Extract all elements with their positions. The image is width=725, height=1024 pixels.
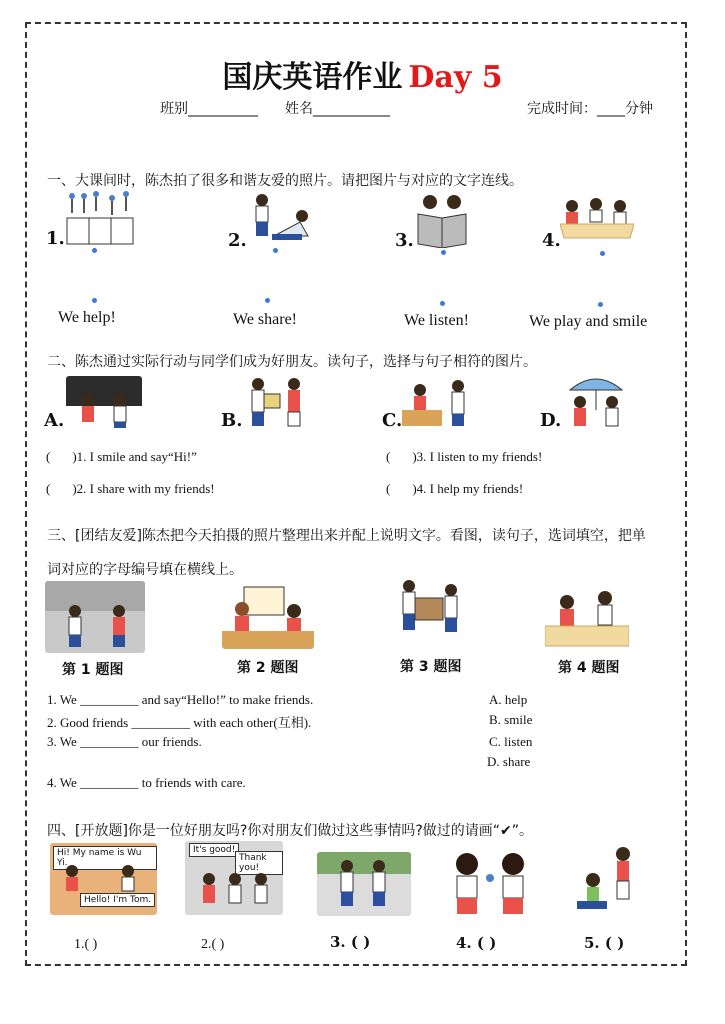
section3-instruction-line1: 三、[团结友爱]陈杰把今天拍摄的照片整理出来并配上说明文字。看图，读句子，选词填空，把单 xyxy=(47,528,646,544)
s3-picture-label-2: 第 2 题图 xyxy=(237,660,299,676)
s2-bracket-2[interactable]: ( xyxy=(46,481,51,496)
s2-bracket-4[interactable]: ( xyxy=(386,481,391,496)
s3-sentence-3[interactable]: 3. We _________ our friends. xyxy=(47,734,202,749)
s1-picture-num-4: 4. xyxy=(542,230,561,251)
class-field: 班别__________ xyxy=(160,101,258,117)
s2-bracket-1[interactable]: ( xyxy=(46,449,51,464)
children-hopscotch-picture xyxy=(62,188,138,248)
s3-picture-label-3: 第 3 题图 xyxy=(400,659,462,675)
s3-picture-label-4: 第 4 题图 xyxy=(558,660,620,676)
s3-option-a: A. help xyxy=(489,692,528,707)
s4-answer-1[interactable]: 1.( ) xyxy=(74,937,98,952)
s2-sentence-2 xyxy=(46,481,215,497)
greeting-children-icon xyxy=(58,863,148,893)
s2-picture-letter-a: A. xyxy=(44,410,65,431)
title-text: 国庆英语作业 xyxy=(222,60,403,95)
s1-picture-num-1: 1. xyxy=(46,228,65,249)
s1-dot-caption-3[interactable] xyxy=(440,301,445,306)
boy-waving-street-picture xyxy=(45,581,145,653)
girls-sharing-desk-picture xyxy=(222,585,314,649)
s2-sentence-1-text: )1. I smile and say“Hi!” xyxy=(72,449,197,464)
s4-answer-2[interactable]: 2.( ) xyxy=(201,937,225,952)
children-greeting-picture xyxy=(66,376,142,428)
boy-helping-injured-boy-picture xyxy=(575,846,639,916)
speech-bubble-right: Thank you! xyxy=(235,851,283,875)
speech-bubble-top: Hi! My name is Wu Yi. xyxy=(53,846,157,870)
s2-picture-letter-b: B. xyxy=(221,410,243,431)
s2-sentence-4-text: )4. I help my friends! xyxy=(412,481,524,496)
two-children-reading-book-picture xyxy=(414,192,470,248)
s1-caption-4: We play and smile xyxy=(529,313,648,330)
girls-sharing-lollipop-picture xyxy=(445,848,535,920)
children-playground-picture xyxy=(317,852,411,916)
speech-bubble-bottom: Hello! I'm Tom. xyxy=(80,893,155,907)
s1-picture-num-3: 3. xyxy=(395,230,414,251)
s1-dot-caption-4[interactable] xyxy=(598,302,603,307)
praise-children-icon xyxy=(191,871,279,913)
s2-sentence-1 xyxy=(46,449,197,465)
children-talking-desk-picture xyxy=(402,378,476,428)
title-day: Day 5 xyxy=(408,60,503,95)
s3-picture-label-1: 第 1 题图 xyxy=(62,662,124,678)
page-title xyxy=(0,52,725,96)
s1-picture-num-2: 2. xyxy=(228,230,247,251)
s3-option-c: C. listen xyxy=(489,734,533,749)
children-carrying-books-picture xyxy=(244,376,310,428)
s2-sentence-2-text: )2. I share with my friends! xyxy=(72,481,215,496)
s1-dot-caption-2[interactable] xyxy=(265,298,270,303)
section1-instruction: 一、大课间时，陈杰拍了很多和谐友爱的照片。请把图片与对应的文字连线。 xyxy=(47,173,523,189)
praise-speech-picture xyxy=(185,841,283,915)
s2-picture-letter-d: D. xyxy=(540,410,562,431)
children-at-table-picture xyxy=(560,194,634,246)
s4-answer-3[interactable]: 3. ( ) xyxy=(330,933,371,951)
section3-instruction-line2: 词对应的字母编号填在横线上。 xyxy=(47,562,243,578)
s3-sentence-2[interactable]: 2. Good friends _________ with each other(互相). xyxy=(47,715,312,730)
s1-dot-picture-2[interactable] xyxy=(273,248,278,253)
greeting-speech-picture xyxy=(50,843,157,915)
s1-caption-1: We help! xyxy=(58,309,116,326)
s3-sentence-1[interactable]: 1. We _________ and say“Hello!” to make friends. xyxy=(47,692,314,707)
section2-instruction: 二、陈杰通过实际行动与同学们成为好朋友。读句子，选择与句子相符的图片。 xyxy=(47,354,537,370)
s2-bracket-3[interactable]: ( xyxy=(386,449,391,464)
s1-dot-picture-1[interactable] xyxy=(92,248,97,253)
s2-sentence-3 xyxy=(386,449,542,465)
boy-helping-fallen-boy-picture xyxy=(244,192,314,244)
s3-sentence-4[interactable]: 4. We _________ to friends with care. xyxy=(47,775,246,790)
s2-picture-letter-c: C. xyxy=(382,410,403,431)
s2-sentence-4 xyxy=(386,481,523,497)
s1-dot-picture-4[interactable] xyxy=(600,251,605,256)
section4-instruction: 四、[开放题]你是一位好朋友吗?你对朋友们做过这些事情吗?做过的请画“✔”。 xyxy=(47,823,534,839)
s3-option-b: B. smile xyxy=(489,712,533,727)
s1-caption-2: We share! xyxy=(233,311,298,328)
s1-dot-caption-1[interactable] xyxy=(92,298,97,303)
children-carrying-box-picture xyxy=(395,576,465,652)
time-field: 完成时间：____分钟 xyxy=(527,101,653,117)
s3-option-d: D. share xyxy=(487,754,531,769)
s1-caption-3: We listen! xyxy=(404,312,469,329)
s2-sentence-3-text: )3. I listen to my friends! xyxy=(412,449,543,464)
s4-answer-4[interactable]: 4. ( ) xyxy=(456,934,497,952)
s4-answer-5[interactable]: 5. ( ) xyxy=(584,934,625,952)
children-sharing-umbrella-picture xyxy=(560,374,632,430)
speech-bubble-left: It's good! xyxy=(189,843,239,857)
children-listening-table-picture xyxy=(545,586,629,652)
s1-dot-picture-3[interactable] xyxy=(441,250,446,255)
name-field: 姓名___________ xyxy=(285,101,390,117)
